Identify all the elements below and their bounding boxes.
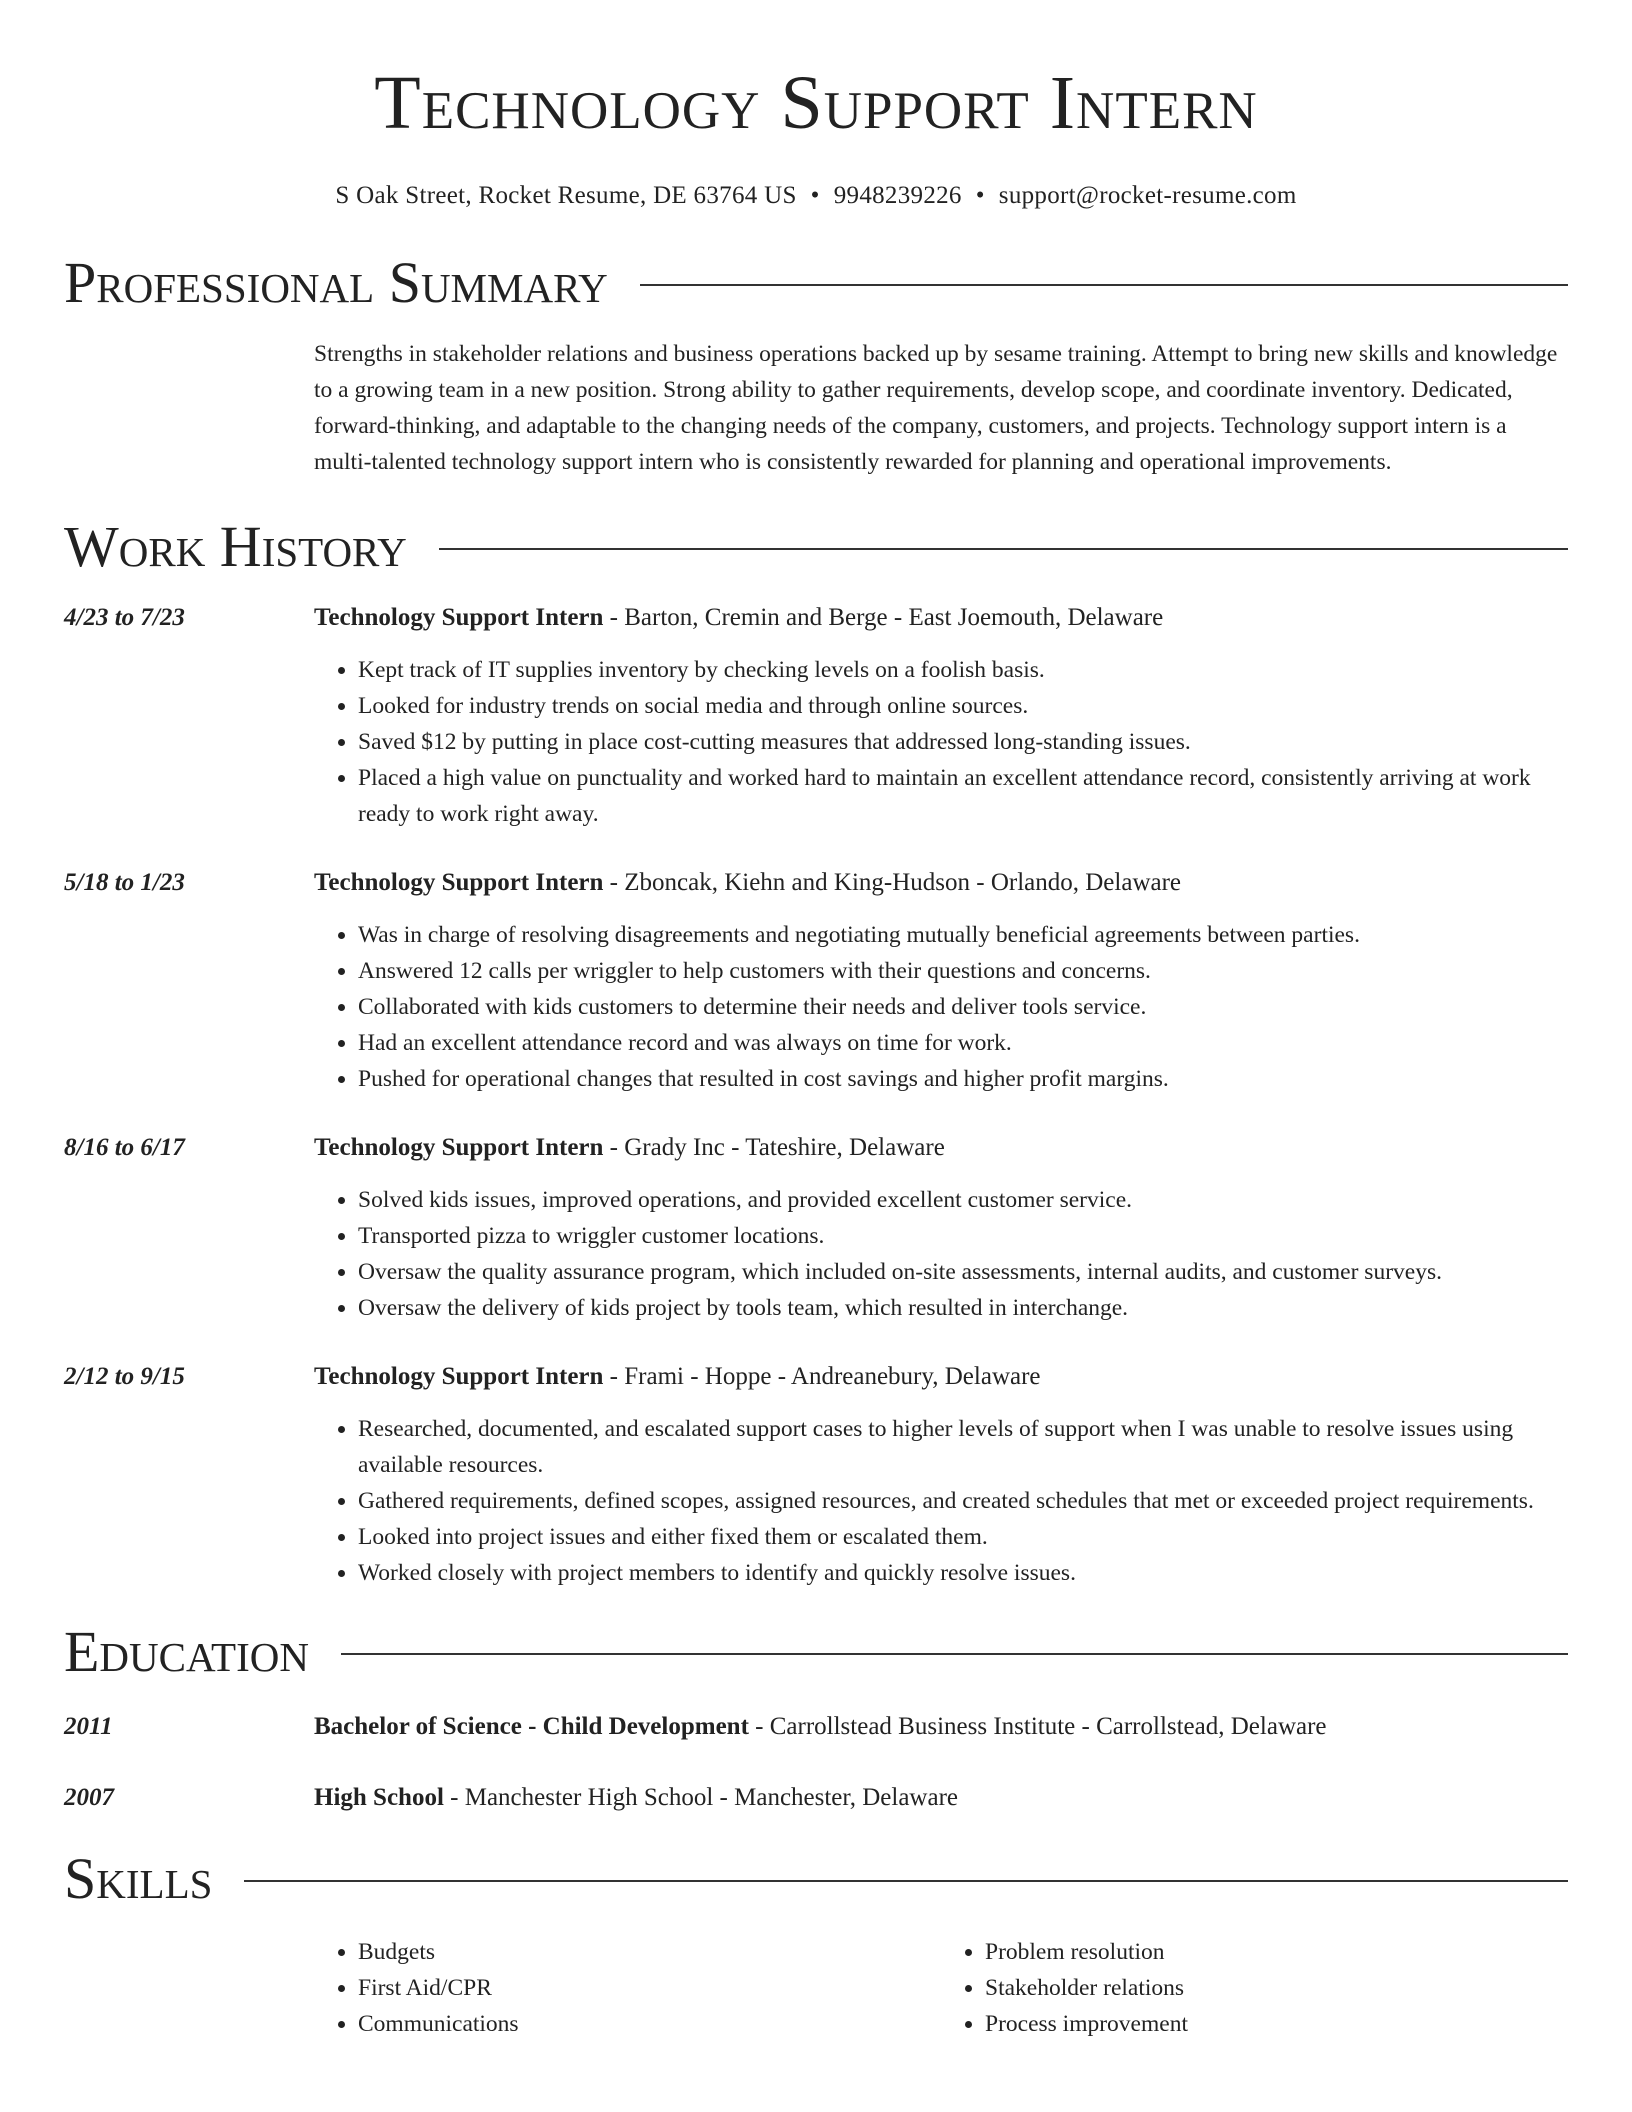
- job-title: Technology Support Intern: [314, 1134, 604, 1161]
- job-details: - Barton, Cremin and Berge - East Joemouth, Delaware: [603, 604, 1164, 631]
- education-heading: Education: [64, 1619, 309, 1684]
- skills-column-left: [314, 1934, 941, 2042]
- contact-address: S Oak Street, Rocket Resume, DE 63764 US: [335, 182, 797, 209]
- education-entry: [64, 1780, 1568, 1816]
- education-title-line: [314, 1780, 1568, 1816]
- summary-section-header: [64, 250, 1568, 316]
- job-title: Technology Support Intern: [314, 1363, 604, 1390]
- work-bullet: • Oversaw the quality assurance program, which included on-site assessments, internal audits, and customer surveys.: [358, 1254, 1568, 1290]
- work-title-line: [314, 865, 1568, 901]
- job-title: Technology Support Intern: [314, 869, 604, 896]
- contact-phone: 9948239226: [833, 182, 962, 209]
- skills-heading: Skills: [64, 1846, 213, 1911]
- education-details: - Manchester High School - Manchester, Delaware: [443, 1784, 958, 1811]
- summary-heading: Professional Summary: [64, 250, 608, 315]
- work-bullet: • Looked for industry trends on social media and through online sources.: [358, 688, 1568, 724]
- work-bullet: • Oversaw the delivery of kids project by tools team, which resulted in interchange.: [358, 1290, 1568, 1326]
- job-details: - Zboncak, Kiehn and King-Hudson - Orlando, Delaware: [603, 869, 1182, 896]
- skill-item: • Communications: [358, 2006, 941, 2042]
- education-section-header: [64, 1619, 1568, 1685]
- work-title-line: [314, 1359, 1568, 1395]
- work-heading: Work History: [64, 514, 407, 579]
- work-section-header: [64, 514, 1568, 580]
- education-details: - Carrollstead Business Institute - Carrollstead, Delaware: [748, 1713, 1327, 1740]
- contact-separator: •: [810, 182, 820, 209]
- summary-text: Strengths in stakeholder relations and business operations backed up by sesame training. Attempt to bring new skills and knowledge to a growing team in a new position. Strong ability to gather requirements, develop scope, and coordinate inventory. Dedicated, forward-thinking, and adaptable to the changing needs of the company, customers, and projects. Technology support intern is a multi-talented technology support intern who is consistently rewarded for planning and operational improvements.: [314, 341, 1558, 475]
- education-title-line: [314, 1709, 1568, 1745]
- job-details: - Grady Inc - Tateshire, Delaware: [603, 1134, 945, 1161]
- section-divider: [341, 1653, 1568, 1655]
- work-dates: 4/23 to 7/23: [64, 604, 185, 631]
- work-bullets: [314, 1182, 1568, 1326]
- work-bullet: • Looked into project issues and either fixed them or escalated them.: [358, 1519, 1568, 1555]
- work-bullet: • Transported pizza to wriggler customer locations.: [358, 1218, 1568, 1254]
- work-title-line: [314, 600, 1568, 636]
- skill-item: • First Aid/CPR: [358, 1970, 941, 2006]
- section-divider: [439, 548, 1568, 550]
- job-details: - Frami - Hoppe - Andreanebury, Delaware: [603, 1363, 1041, 1390]
- contact-separator: •: [975, 182, 985, 209]
- work-bullet: • Was in charge of resolving disagreements and negotiating mutually beneficial agreements between parties.: [358, 917, 1568, 953]
- work-entry: [64, 600, 1568, 832]
- work-bullet: • Worked closely with project members to identify and quickly resolve issues.: [358, 1555, 1568, 1591]
- contact-line: [64, 182, 1568, 210]
- work-dates: 2/12 to 9/15: [64, 1363, 185, 1390]
- skills-list: [314, 1934, 1568, 2042]
- work-entry: [64, 1359, 1568, 1591]
- contact-email: support@rocket-resume.com: [998, 182, 1297, 209]
- degree: High School: [314, 1784, 444, 1811]
- work-dates: 5/18 to 1/23: [64, 869, 185, 896]
- skill-item: • Process improvement: [985, 2006, 1568, 2042]
- work-bullet: • Researched, documented, and escalated support cases to higher levels of support when I was unable to resolve issues using available resources.: [358, 1411, 1568, 1483]
- skill-item: • Problem resolution: [985, 1934, 1568, 1970]
- work-title-line: [314, 1130, 1568, 1166]
- job-title: Technology Support Intern: [314, 604, 604, 631]
- work-bullet: • Pushed for operational changes that resulted in cost savings and higher profit margins.: [358, 1061, 1568, 1097]
- work-bullets: [314, 917, 1568, 1097]
- work-bullet: • Saved $12 by putting in place cost-cutting measures that addressed long-standing issues.: [358, 724, 1568, 760]
- skills-column-right: [941, 1934, 1568, 2042]
- resume-title: Technology Support Intern: [374, 61, 1258, 145]
- education-year: 2007: [64, 1784, 114, 1811]
- work-bullet: • Kept track of IT supplies inventory by checking levels on a foolish basis.: [358, 652, 1568, 688]
- work-bullet: • Collaborated with kids customers to determine their needs and deliver tools service.: [358, 989, 1568, 1025]
- work-bullet: • Answered 12 calls per wriggler to help customers with their questions and concerns.: [358, 953, 1568, 989]
- section-divider: [640, 284, 1568, 286]
- work-bullet: • Gathered requirements, defined scopes, assigned resources, and created schedules that met or exceeded project requirements.: [358, 1483, 1568, 1519]
- work-bullets: [314, 652, 1568, 832]
- work-bullet: • Solved kids issues, improved operations, and provided excellent customer service.: [358, 1182, 1568, 1218]
- skills-section-header: [64, 1846, 1568, 1912]
- work-entry: [64, 865, 1568, 1097]
- work-entry: [64, 1130, 1568, 1326]
- education-year: 2011: [64, 1713, 113, 1740]
- skill-item: • Budgets: [358, 1934, 941, 1970]
- work-bullets: [314, 1411, 1568, 1591]
- work-dates: 8/16 to 6/17: [64, 1134, 185, 1161]
- degree: Bachelor of Science - Child Development: [314, 1713, 749, 1740]
- education-entry: [64, 1709, 1568, 1745]
- skill-item: • Stakeholder relations: [985, 1970, 1568, 2006]
- work-bullet: • Had an excellent attendance record and was always on time for work.: [358, 1025, 1568, 1061]
- work-bullet: • Placed a high value on punctuality and worked hard to maintain an excellent attendance record, consistently arriving at work ready to work right away.: [358, 760, 1568, 832]
- section-divider: [244, 1880, 1568, 1882]
